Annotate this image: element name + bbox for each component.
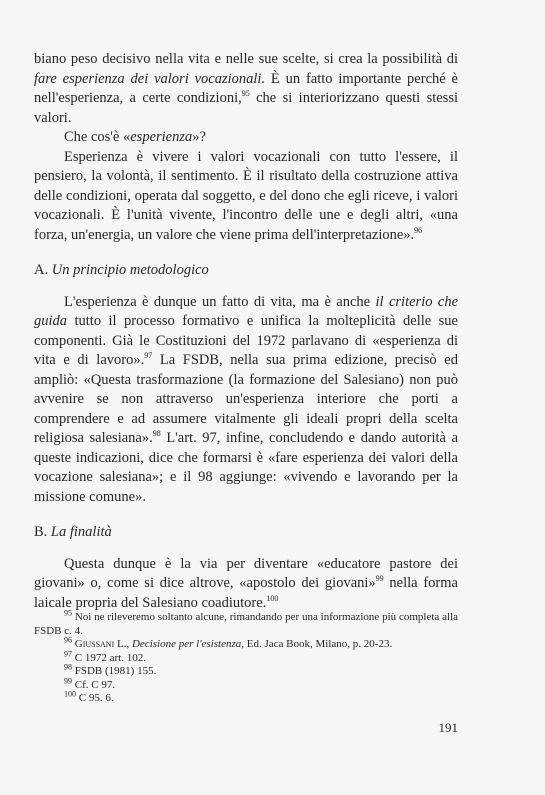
footnote-number: 100 — [64, 689, 76, 699]
paragraph-continuation — [34, 50, 458, 128]
footnote-99 — [34, 675, 458, 693]
text-run: biano peso decisivo nella vita e nelle sue scelte, si crea la possibilità di — [34, 51, 458, 67]
footnote-number: 98 — [64, 662, 72, 672]
body-text — [34, 50, 458, 613]
footnote-98 — [34, 662, 458, 679]
footnote-author: Giussani L., — [72, 638, 130, 650]
footnote-number: 99 — [64, 675, 72, 685]
footnote-ref-100[interactable]: 100 — [266, 593, 279, 603]
footnote-text: C 95. 6. — [76, 692, 114, 704]
emphasis-text: fare esperienza dei valori vocazionali. — [34, 70, 266, 87]
text-run: Questa dunque è la via per diventare «educatore pastore dei giovani» o, come si dice altrove, «apostolo dei giovani» — [34, 555, 458, 591]
footnote-number: 96 — [64, 635, 72, 645]
footnote-95 — [34, 608, 458, 638]
page-number: 191 — [438, 720, 458, 735]
text-run: nella forma laicale propria del Salesiano coadiutore. — [34, 575, 458, 611]
text-run: Esperienza è vivere i valori vocazionali con tutto l'essere, il pensiero, la volontà, il sentimento. È il risultato della costruzione attiva delle condizioni, operata dal soggetto, e del dono che egli riceve, i valori vocazionali. È l'unità vivente, l'incontro delle une e degli altri, «una forza, un'energia, un valore che viene prima dell'interpretazione». — [34, 148, 458, 243]
footnote-97 — [34, 648, 458, 666]
text-run: tutto il processo formativo e unifica la molteplicità delle sue componenti. Già le Costituzioni del 1972 parlavano di «esperienza di vita e di lavoro». — [34, 313, 458, 368]
text-run: »? — [192, 129, 206, 145]
paragraph-principle — [34, 293, 458, 508]
footnote-96 — [34, 635, 458, 652]
emphasis-text: esperienza — [130, 129, 193, 145]
emphasis-text: il criterio che guida — [34, 293, 458, 329]
footnote-text: FSDB (1981) 155. — [72, 665, 157, 677]
paragraph-question — [34, 128, 458, 148]
section-heading-a — [34, 261, 458, 281]
footnote-text: Cf. C 97. — [72, 678, 116, 691]
section-title: Un principio metodologico — [51, 262, 209, 278]
text-run: La FSDB, nella sua prima edizione, precisò ed ampliò: «Questa trasformazione (la formazione del Salesiano) non può avvenire se non attraverso un'esperienza interiore che porti a comprendere e ad assumere vitalmente gli ideali propri della scelta religiosa salesiana». — [34, 352, 458, 446]
text-run: È un fatto importante perché è nell'esperienza, a certe condizioni, — [34, 70, 458, 106]
section-title: La finalità — [50, 524, 112, 540]
footnote-100 — [34, 689, 458, 706]
text-run: L'art. 97, infine, concludendo e dando autorità a queste indicazioni, dice che formarsi è «fare esperienza dei valori della vocazione salesiana»; e il 98 aggiunge: «vivendo e lavorando per la missione comune». — [34, 430, 459, 505]
text-run: che si interiorizzano questi stessi valori. — [34, 90, 458, 126]
footnote-number: 95 — [64, 608, 72, 618]
footnote-number: 97 — [64, 648, 72, 658]
text-run: L'esperienza è dunque un fatto di vita, ma è anche — [64, 293, 376, 310]
footnotes — [34, 608, 458, 706]
paragraph-definition — [34, 148, 458, 246]
paragraph-purpose — [34, 555, 458, 614]
footnote-ref-98[interactable]: 98 — [152, 429, 161, 439]
footnote-text: Ed. Jaca Book, Milano, p. 20-23. — [244, 638, 393, 650]
footnote-ref-99[interactable]: 99 — [375, 574, 384, 584]
section-letter: A. — [34, 262, 49, 278]
footnote-ref-97[interactable]: 97 — [144, 351, 153, 361]
footnote-text: C 1972 art. 102. — [72, 651, 146, 664]
section-heading-b — [34, 523, 458, 543]
footnote-book-title: Decisione per l'esistenza, — [129, 638, 245, 650]
footnote-ref-96[interactable]: 96 — [414, 225, 423, 235]
footnote-text: Noi ne rileveremo soltanto alcune, rimandando per una informazione più completa alla FSDB c. 4. — [34, 611, 458, 637]
section-letter: B. — [34, 524, 48, 540]
text-run: Che cos'è « — [64, 129, 131, 145]
footnote-ref-95[interactable]: 95 — [241, 89, 250, 99]
